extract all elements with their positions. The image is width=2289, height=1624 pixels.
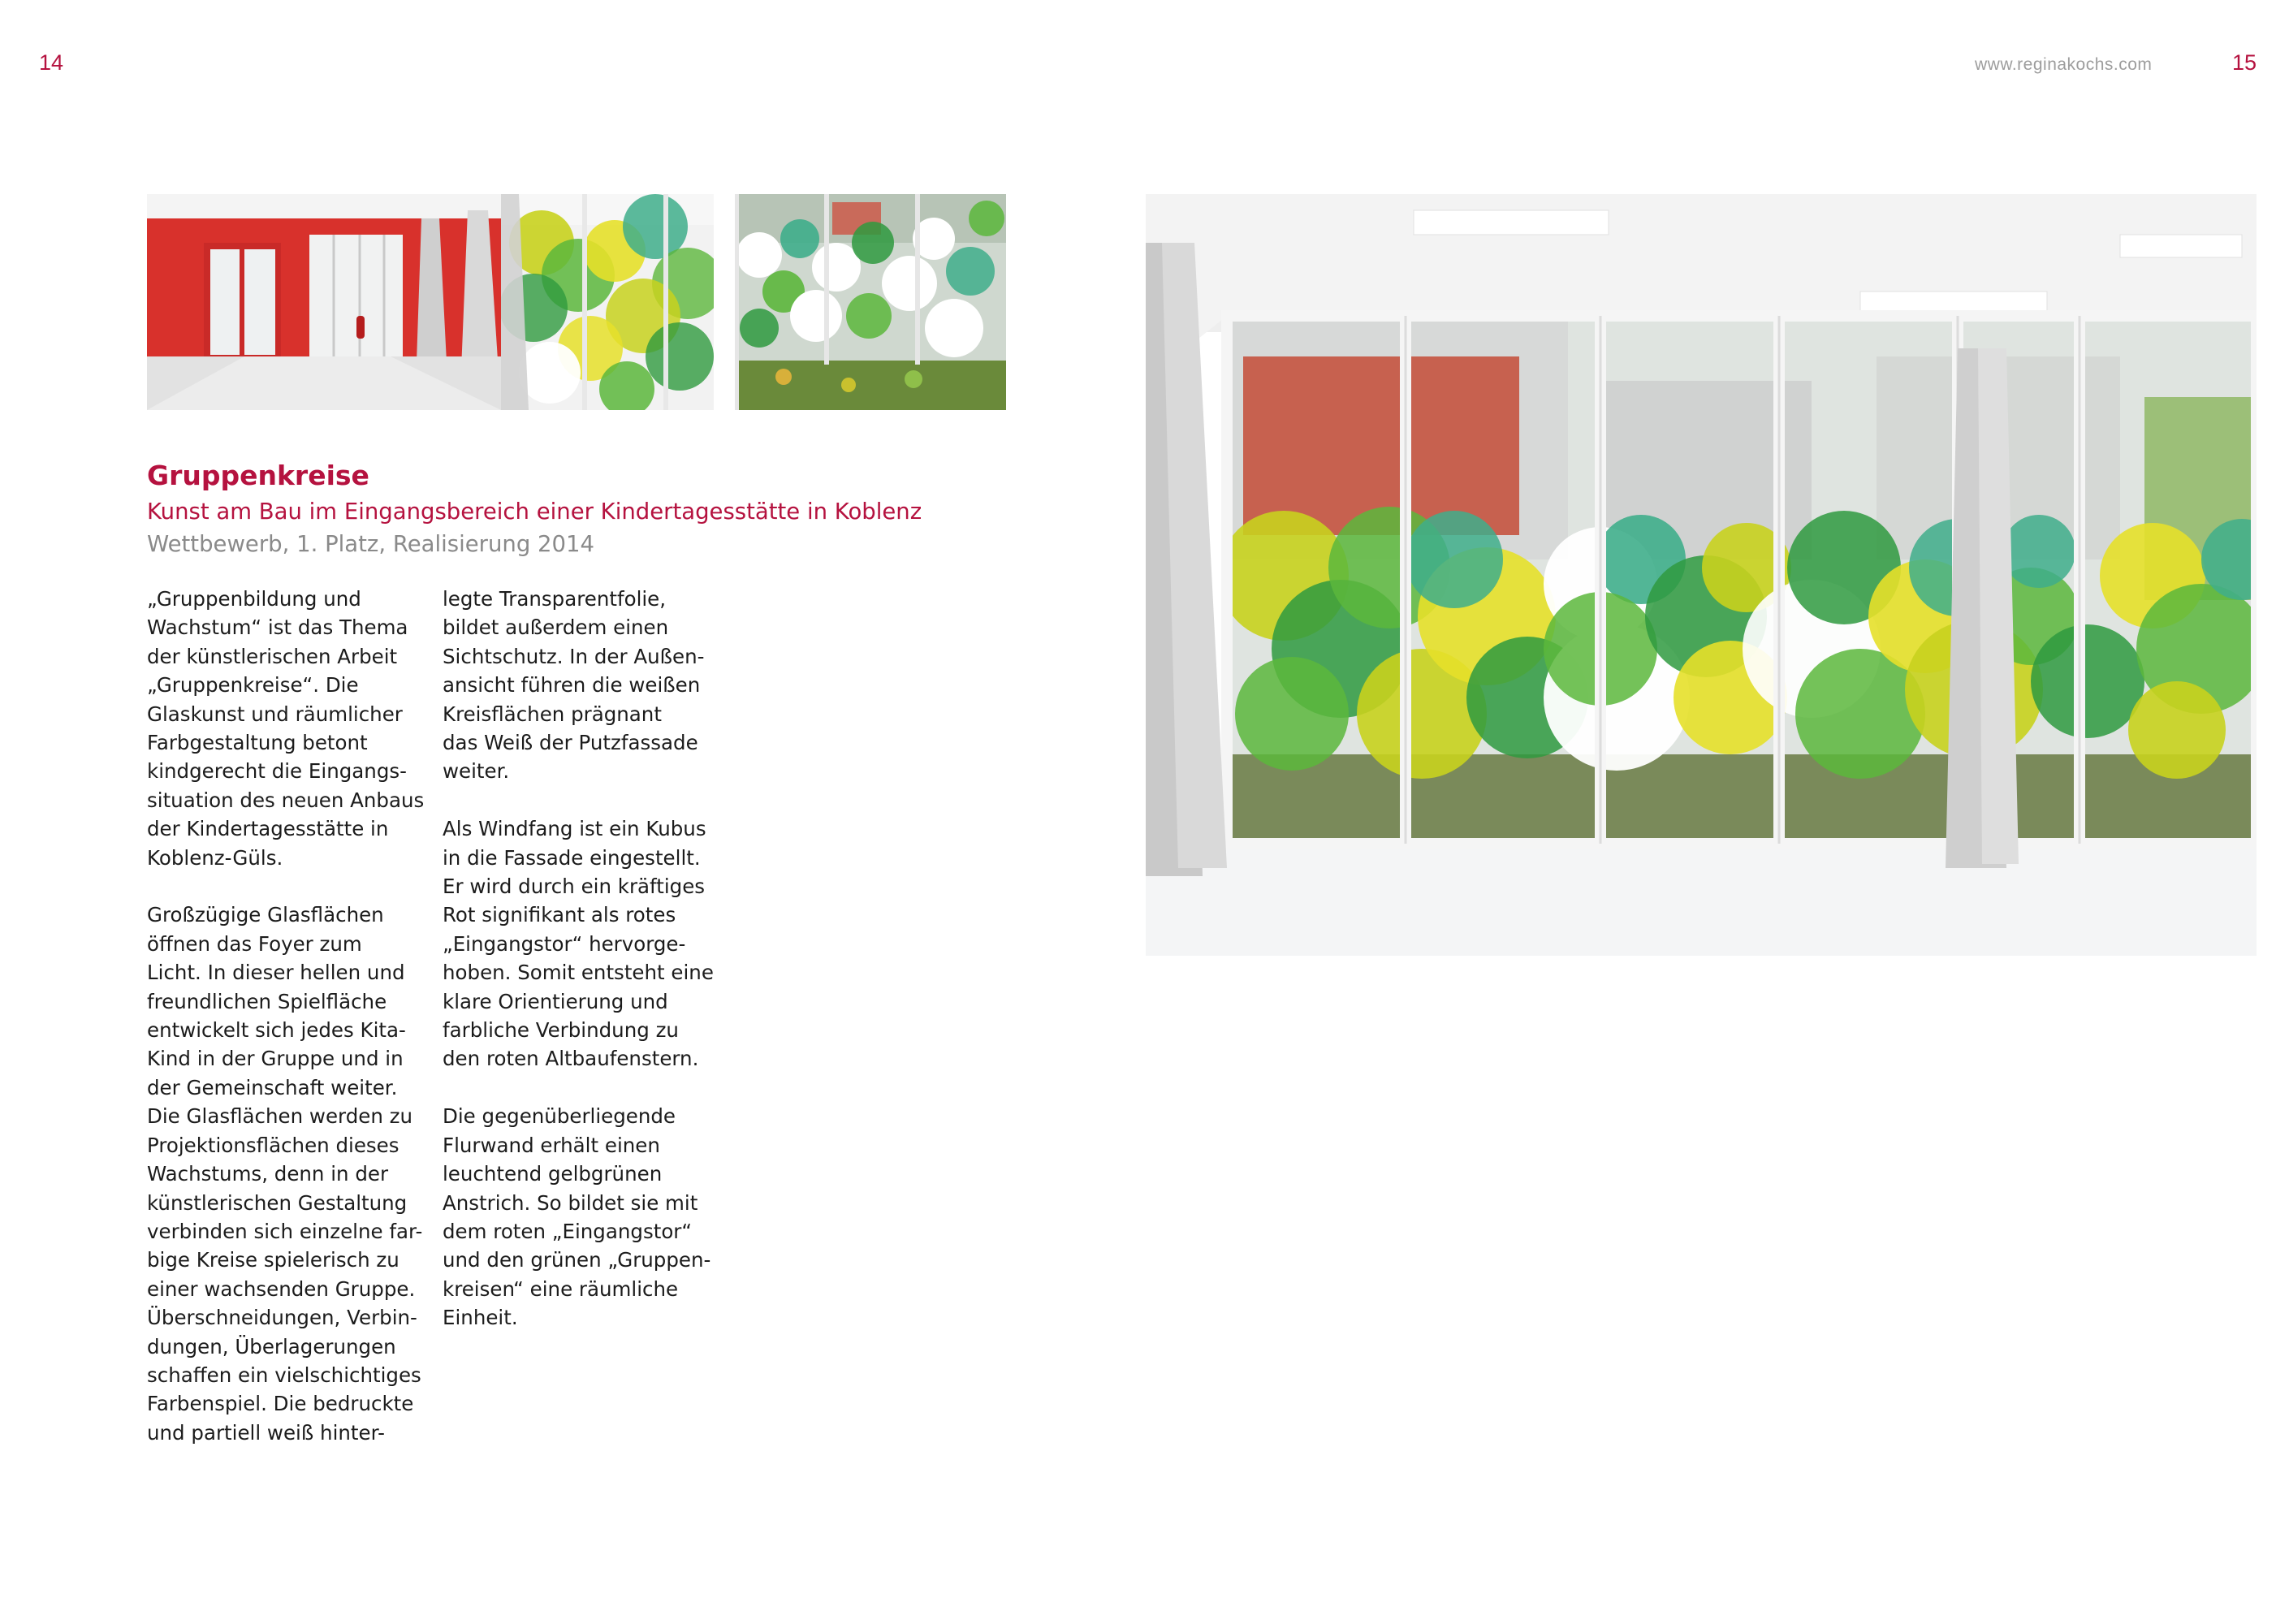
- text-line: „Gruppenbildung und: [147, 587, 361, 611]
- website-url[interactable]: www.reginakochs.com: [1975, 55, 2153, 74]
- paragraph: [147, 585, 439, 872]
- text-line: situation des neuen Anbaus: [147, 788, 425, 812]
- text-line: Anstrich. So bildet sie mit: [443, 1190, 698, 1215]
- text-line: Licht. In dieser hellen und: [147, 961, 405, 985]
- text-line: „Eingangstor“ hervorge-: [443, 931, 686, 956]
- glass-circles-inside-photo: [501, 194, 714, 410]
- text-line: Er wird durch ein kräftiges: [443, 875, 706, 899]
- page-number-left: 14: [39, 50, 64, 75]
- text-line: klare Orientierung und: [443, 989, 668, 1013]
- text-line: leuchtend gelbgrünen: [443, 1162, 663, 1186]
- text-line: Die gegenüberliegende: [443, 1104, 676, 1129]
- text-line: das Weiß der Putzfassade: [443, 731, 698, 755]
- paragraph: [443, 585, 735, 786]
- glass-circles-outside-photo: [735, 194, 1006, 410]
- text-line: einer wachsenden Gruppe.: [147, 1276, 416, 1301]
- text-line: Rot signifikant als rotes: [443, 903, 676, 927]
- text-line: ansicht führen die weißen: [443, 673, 701, 698]
- text-line: weiter.: [443, 759, 510, 784]
- text-line: den roten Altbaufenstern.: [443, 1047, 699, 1071]
- paragraph: [443, 1102, 735, 1332]
- text-line: Die Glasflächen werden zu: [147, 1104, 413, 1129]
- text-line: Koblenz-Güls.: [147, 845, 283, 870]
- paragraph: [147, 901, 439, 1447]
- text-line: Großzügige Glasflächen: [147, 903, 384, 927]
- body-column-1: [147, 585, 439, 1476]
- text-line: und partiell weiß hinter-: [147, 1420, 385, 1445]
- text-line: Kind in der Gruppe und in: [147, 1047, 404, 1071]
- text-line: der künstlerischen Arbeit: [147, 644, 398, 668]
- room-window-circles-photo: [1146, 194, 2257, 956]
- text-line: Kreisflächen prägnant: [443, 702, 662, 726]
- text-line: entwickelt sich jedes Kita-: [147, 1018, 406, 1043]
- text-line: künstlerischen Gestaltung: [147, 1190, 408, 1215]
- text-line: öffnen das Foyer zum: [147, 931, 362, 956]
- page-number-right: 15: [2232, 50, 2257, 75]
- text-line: Wachstum“ ist das Thema: [147, 615, 408, 640]
- red-foyer-photo: [147, 194, 501, 410]
- text-line: „Gruppenkreise“. Die: [147, 673, 359, 698]
- text-line: der Gemeinschaft weiter.: [147, 1075, 398, 1099]
- text-line: hoben. Somit entsteht eine: [443, 961, 714, 985]
- text-line: der Kindertagesstätte in: [147, 817, 389, 841]
- text-line: Glaskunst und räumlicher: [147, 702, 403, 726]
- text-line: kindgerecht die Eingangs-: [147, 759, 407, 784]
- text-line: legte Transparentfolie,: [443, 587, 667, 611]
- text-line: bildet außerdem einen: [443, 615, 669, 640]
- text-line: Als Windfang ist ein Kubus: [443, 817, 706, 841]
- text-line: Sichtschutz. In der Außen-: [443, 644, 705, 668]
- text-line: und den grünen „Gruppen-: [443, 1248, 711, 1272]
- text-line: in die Fassade eingestellt.: [443, 845, 701, 870]
- text-line: Farbgestaltung betont: [147, 731, 368, 755]
- text-line: dungen, Überlagerungen: [147, 1334, 396, 1358]
- text-line: schaffen ein vielschichtiges: [147, 1363, 421, 1387]
- article-subtitle: Kunst am Bau im Eingangsbereich einer Kindertagesstätte in Koblenz: [147, 499, 922, 525]
- text-line: freundlichen Spielfläche: [147, 989, 387, 1013]
- text-line: Wachstums, denn in der: [147, 1162, 389, 1186]
- text-line: Einheit.: [443, 1306, 518, 1330]
- text-line: kreisen“ eine räumliche: [443, 1276, 679, 1301]
- text-line: dem roten „Eingangstor“: [443, 1219, 693, 1243]
- text-line: bige Kreise spielerisch zu: [147, 1248, 399, 1272]
- paragraph: [443, 814, 735, 1073]
- text-line: Farbenspiel. Die bedruckte: [147, 1392, 414, 1416]
- text-line: Flurwand erhält einen: [443, 1133, 660, 1157]
- text-line: verbinden sich einzelne far-: [147, 1219, 423, 1243]
- article-title: Gruppenkreise: [147, 460, 369, 491]
- body-column-2: [443, 585, 735, 1361]
- article-meta: Wettbewerb, 1. Platz, Realisierung 2014: [147, 531, 595, 557]
- text-line: Überschneidungen, Verbin-: [147, 1306, 417, 1330]
- text-line: farbliche Verbindung zu: [443, 1018, 679, 1043]
- text-line: Projektionsflächen dieses: [147, 1133, 399, 1157]
